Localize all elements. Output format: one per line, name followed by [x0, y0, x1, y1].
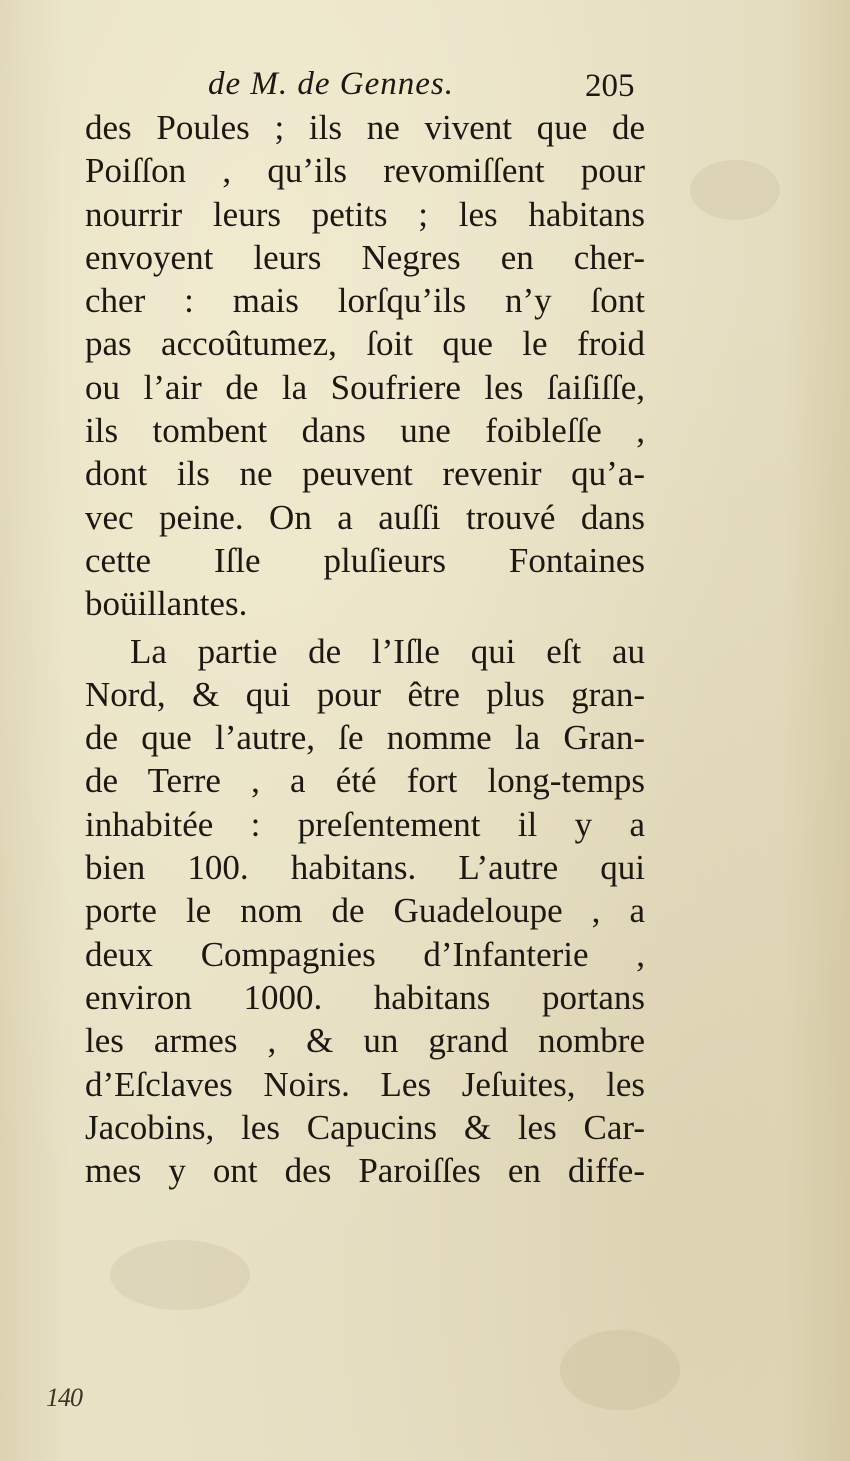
- text-line: environ 1000. habitans portans: [85, 977, 645, 1017]
- text-line: de Terre , a été fort long-temps: [85, 761, 645, 801]
- text-line: Jacobins, les Capucins & les Car-: [85, 1107, 645, 1147]
- text-line: cette Iſle pluſieurs Fontaines: [85, 540, 645, 580]
- text-line: deux Compagnies d’Infanterie ,: [85, 934, 645, 974]
- text-line: cher : mais lorſqu’ils n’y ſont: [85, 281, 645, 321]
- text-line: porte le nom de Guadeloupe , a: [85, 891, 645, 931]
- running-head: [0, 66, 850, 110]
- text-line: d’Eſclaves Noirs. Les Jeſuites, les: [85, 1064, 645, 1104]
- text-line: vec peine. On a auſſi trouvé dans: [85, 497, 645, 537]
- text-line: mes y ont des Paroiſſes en diffe-: [85, 1151, 645, 1191]
- text-line: de que l’autre, ſe nomme la Gran-: [85, 718, 645, 758]
- text-line: bien 100. habitans. L’autre qui: [85, 848, 645, 888]
- paragraph-first-line: La partie de l’Iſle qui eſt au: [130, 631, 645, 671]
- text-line: inhabitée : preſentement il y a: [85, 804, 645, 844]
- text-line: des Poules ; ils ne vivent que de: [85, 108, 645, 147]
- handwritten-note: 140: [46, 1383, 82, 1412]
- text-line: pas accoûtumez, ſoit que le froid: [85, 324, 645, 364]
- body-text: [85, 106, 645, 1192]
- paper-stain: [560, 1330, 680, 1410]
- text-line: Poiſſon , qu’ils revomiſſent pour: [85, 151, 645, 191]
- text-line: envoyent leurs Negres en cher-: [85, 237, 645, 277]
- text-line: Nord, & qui pour être plus gran-: [85, 674, 645, 714]
- text-line: boüillantes.: [85, 584, 248, 624]
- text-line: nourrir leurs petits ; les habitans: [85, 194, 645, 234]
- running-title: de M. de Gennes.: [208, 66, 455, 102]
- text-line: ou l’air de la Soufriere les ſaiſiſſe,: [85, 367, 645, 407]
- paper-stain: [110, 1240, 250, 1310]
- text-line: les armes , & un grand nombre: [85, 1021, 645, 1061]
- text-line: dont ils ne peuvent revenir qu’a-: [85, 454, 645, 494]
- text-line: ils tombent dans une foibleſſe ,: [85, 411, 645, 451]
- page-number: 205: [585, 68, 635, 104]
- paper-stain: [690, 160, 780, 220]
